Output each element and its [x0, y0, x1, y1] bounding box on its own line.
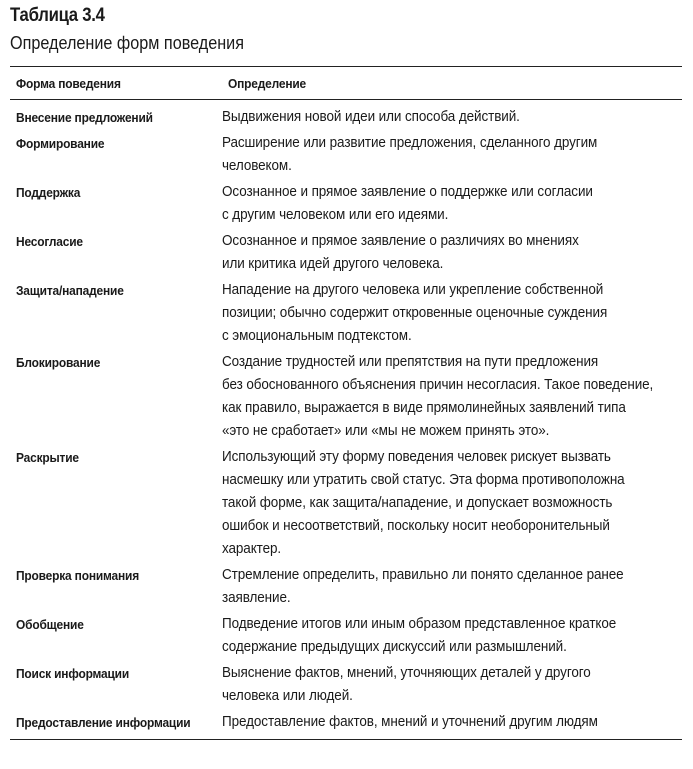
behavior-form-definition: Создание трудностей или препятствия на пути предложения без обоснованного объяснения причин несогласия. Такое поведение, как правило, выражается в виде прямолинейных заявлений типа «это не сработает» или «мы не можем принять это». — [222, 354, 654, 439]
behavior-form-definition: Выяснение фактов, мнений, уточняющих деталей у другого человека или людей. — [222, 665, 591, 704]
behavior-form-term: Раскрытие — [16, 450, 79, 465]
table-body — [10, 100, 682, 738]
behavior-form-term: Предоставление информации — [16, 715, 191, 730]
behavior-form-definition: Предоставление фактов, мнений и уточнений другим людям — [222, 714, 598, 730]
behavior-form-definition: Выдвижения новой идеи или способа действий. — [222, 109, 520, 125]
table-row — [10, 564, 682, 613]
behavior-form-term: Блокирование — [16, 355, 101, 370]
table-number: Таблица 3.4 — [10, 5, 105, 26]
table-row — [10, 132, 682, 181]
behavior-form-term: Несогласие — [16, 234, 83, 249]
document-page — [10, 4, 682, 740]
behavior-forms-table — [10, 67, 682, 737]
table-caption: Определение форм поведения — [10, 33, 245, 53]
column-header-form: Форма поведения — [10, 67, 222, 100]
header-row — [10, 67, 682, 100]
behavior-form-term: Обобщение — [16, 617, 84, 632]
behavior-form-definition: Стремление определить, правильно ли понято сделанное ранее заявление. — [222, 567, 624, 606]
table-row — [10, 230, 682, 279]
table-row — [10, 711, 682, 737]
table-row — [10, 662, 682, 711]
table-header — [10, 67, 682, 100]
table-row — [10, 351, 682, 446]
behavior-form-definition: Расширение или развитие предложения, сделанного другим человеком. — [222, 135, 598, 174]
table-row — [10, 279, 682, 351]
behavior-form-definition: Осознанное и прямое заявление о поддержке или согласии с другим человеком или его идеями. — [222, 184, 593, 223]
behavior-form-definition: Нападение на другого человека или укрепление собственной позиции; обычно содержит откровенные оценочные суждения с эмоциональным подтекстом. — [222, 282, 608, 344]
behavior-form-definition: Использующий эту форму поведения человек рискует вызвать насмешку или утратить свой статус. Эта форма противоположна такой форме, как защита/нападение, и допускает возможность ошибок и несоответствий, поскольку носит необоронительный характер. — [222, 449, 625, 557]
column-header-definition: Определение — [222, 67, 682, 100]
behavior-form-term: Защита/нападение — [16, 283, 124, 298]
behavior-form-term: Поддержка — [16, 185, 81, 200]
table-row — [10, 100, 682, 133]
behavior-form-term: Поиск информации — [16, 666, 130, 681]
table-row — [10, 181, 682, 230]
table-bottom-rule — [10, 739, 682, 740]
table-row — [10, 613, 682, 662]
behavior-form-term: Формирование — [16, 136, 105, 151]
behavior-form-definition: Подведение итогов или иным образом представленное краткое содержание предыдущих дискуссий или размышлений. — [222, 616, 617, 655]
behavior-form-term: Внесение предложений — [16, 110, 153, 125]
behavior-form-term: Проверка понимания — [16, 568, 140, 583]
table-row — [10, 446, 682, 564]
behavior-form-definition: Осознанное и прямое заявление о различиях во мнениях или критика идей другого человека. — [222, 233, 579, 272]
